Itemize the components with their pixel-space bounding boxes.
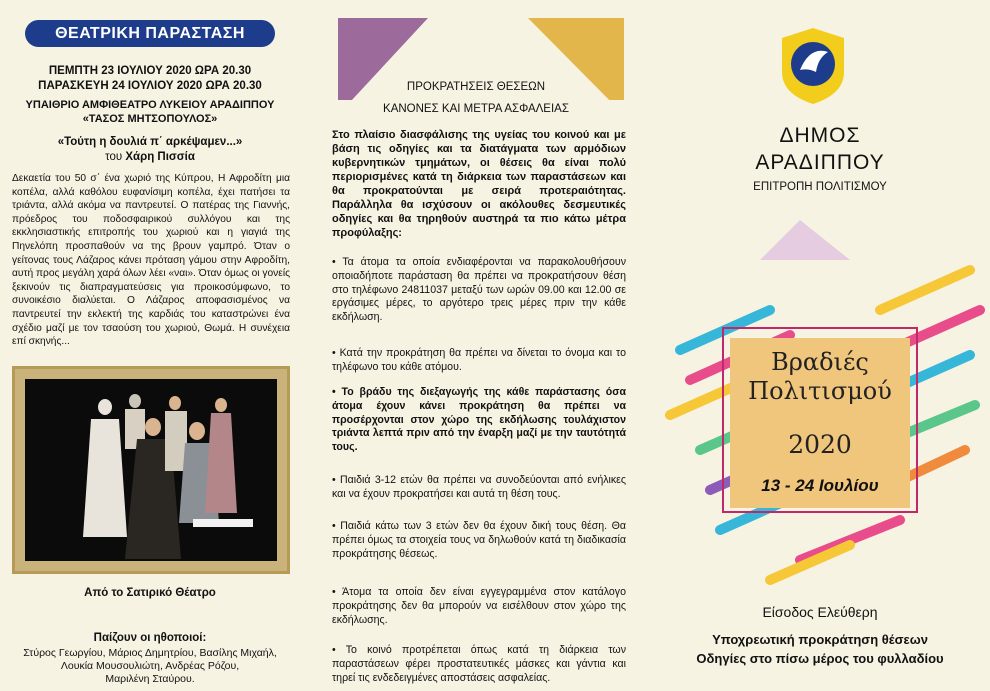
event-title-line-1: Βραδιές — [771, 348, 869, 376]
play-synopsis: Δεκαετία του 50 σ΄ ένα χωριό της Κύπρου, Η Αφροδίτη μια κοπέλα, αλλά καθόλου ευφανίσιμη κοπέλα, έχει πατήσει τα τριάντα, αλλά ακόμα να παντρευτεί. Ο πατέρας της Γιαννής, πρόεδρος του ποδοσφαιρικού συλλόγου και της εκκλησιαστικής επιτροπής του χωριού και η γιαγιά της Πηνελόπη προσπαθούν να της βρουν γαμπρό. Όταν ο γείτονας τους Λάζαρος κάνει πρόταση γάμου στην Αφροδίτη, αυτή προς μεγάλη χαρά όλων λέει «ναι». Όταν όμως οι γονείς ξεκινούν τις διαπραγματεύσεις για προικοσύμφωνο, το συνοικέσιο διαλύεται. Ο Λάζαρος αποφασισμένος να παντρευτεί την εκλεκτή της καρδιάς του καταστρώνει ένα σχέδιο μαζί με τον τσαούση του χωριού, Θωμά. Η συνέχεια επί σκηνής... — [12, 173, 290, 348]
event-title-line-2: Πολιτισμού — [748, 377, 892, 405]
cast-list — [0, 647, 300, 686]
event-card-frame — [722, 327, 918, 513]
event-dates: 13 - 24 Ιουλίου — [761, 476, 879, 495]
cast-photo-illustration — [25, 379, 277, 561]
entry-note: Είσοδος Ελεύθερη — [762, 604, 878, 620]
play-author-line — [0, 150, 300, 165]
middle-panel — [318, 0, 634, 691]
municipality-line-1: ΔΗΜΟΣ — [779, 124, 861, 147]
municipality-logo — [778, 26, 848, 106]
rule-4: • Παιδιά 3-12 ετών θα πρέπει να συνοδεύονται από ενήλικες και να έχουν προκρατήσει και αυτά τη θέση τους. — [332, 474, 626, 500]
rule-3: • Το βράδυ της διεξαγωγής της κάθε παράστασης όσα άτομα έχουν κάνει προκράτηση θα πρέπει να προσέρχονται στον χώρο της εκδήλωσης τουλάχιστον τριάντα λεπτά πριν από την έναρξη μαζί με την ταυτότητά τους. — [332, 386, 626, 454]
play-author-prefix: του — [105, 151, 123, 163]
middle-intro: Στο πλαίσιο διασφάλισης της υγείας του κοινού και με βάση τις οδηγίες και τα διατάγματα των αρμόδιων κυβερνητικών τμημάτων, οι θέσεις θα είναι πολύ περιορισμένες κατά τη διάρκεια των παραστάσεων και θα προκρατούνται με σειρά προτεραιότητας. Παράλληλα θα ισχύσουν οι ακόλουθες δεσμευτικές οδηγίες και θα τηρηθούν αυστηρά τα πιο κάτω μέτρα προφύλαξης: — [332, 129, 626, 239]
venue — [0, 98, 300, 126]
middle-heading — [318, 76, 634, 120]
date-line-1: ΠΕΜΠΤΗ 23 ΙΟΥΛΙΟΥ 2020 ΩΡΑ 20.30 — [48, 65, 252, 77]
left-panel — [0, 0, 300, 691]
rule-6: • Άτομα τα οποία δεν είναι εγγεγραμμένα στον κατάλογο προκράτησης δεν θα μπορούν να εισέλθουν στον χώρο της εκδήλωσης. — [332, 586, 626, 626]
cast-line-1: Στύρος Γεωργίου, Μάριος Δημητρίου, Βασίλης Μιχαήλ, — [23, 647, 277, 659]
venue-line-2: «ΤΑΣΟΣ ΜΗΤΣΟΠΟΥΛΟΣ» — [82, 113, 218, 125]
middle-heading-1: ΠΡΟΚΡΑΤΗΣΕΙΣ ΘΕΣΕΩΝ — [406, 81, 546, 93]
section-title-pill: ΘΕΑΤΡΙΚΗ ΠΑΡΑΣΤΑΣΗ — [25, 20, 275, 47]
municipality-name — [650, 122, 990, 176]
booking-notes — [650, 630, 990, 668]
municipality-line-2: ΑΡΑΔΙΠΠΟΥ — [755, 151, 885, 174]
cast-photo — [25, 379, 277, 561]
play-title: «Τούτη η δουλιά π΄ αρκέψαμεν...» — [57, 136, 243, 148]
cast-line-3: Μαριλένη Σταύρου. — [105, 673, 195, 685]
play-author: Χάρη Πισσία — [125, 151, 195, 163]
rule-7: • Το κοινό προτρέπεται όπως κατά τη διάρκεια των παραστάσεων φέρει προστατευτικές μάσκες και γάντια και τηρεί τις ενδεδειγμένες αποστάσεις ασφαλείας. — [332, 644, 626, 684]
booking-note-2: Οδηγίες στο πίσω μέρος του φυλλαδίου — [696, 651, 944, 666]
rule-2: • Κατά την προκράτηση θα πρέπει να δίνεται το όνομα και το τηλέφωνο του κάθε ατόμου. — [332, 347, 626, 373]
cast-title: Παίζουν οι ηθοποιοί: — [93, 632, 207, 644]
event-year: 2020 — [788, 430, 852, 459]
performance-dates — [0, 64, 300, 94]
rule-5: • Παιδιά κάτω των 3 ετών δεν θα έχουν δική τους θέση. Θα πρέπει όμως τα στοιχεία τους να δηλωθούν κατά τη διαδικασία προκράτησης θέσεως. — [332, 520, 626, 560]
venue-line-1: ΥΠΑΙΘΡΙΟ ΑΜΦΙΘΕΑΤΡΟ ΛΥΚΕΙΟΥ ΑΡΑΔΙΠΠΟΥ — [25, 99, 275, 111]
cast-photo-frame — [12, 366, 290, 574]
play-info — [0, 135, 300, 165]
cast-line-2: Λουκία Μουσουλιώτη, Ανδρέας Ρόζου, — [60, 660, 240, 672]
right-panel — [650, 0, 990, 691]
committee-name: ΕΠΙΤΡΟΠΗ ΠΟΛΙΤΙΣΜΟΥ — [753, 181, 887, 193]
booking-note-1: Υποχρεωτική προκράτηση θέσεων — [712, 632, 928, 647]
date-line-2: ΠΑΡΑΣΚΕΥΗ 24 ΙΟΥΛΙΟΥ 2020 ΩΡΑ 20.30 — [38, 80, 262, 92]
photo-caption: Από το Σατιρικό Θέατρο — [84, 587, 216, 599]
rule-1: • Τα άτομα τα οποία ενδιαφέρονται να παρακολουθήσουν οποιαδήποτε παράσταση θα πρέπει να προκρατήσουν θέση στο τηλέφωνο 24811037 μεταξύ των ωρών 09.00 και 12.00 σε εργάσιμες μέρες, το αργότερο τρεις μέρες πριν την κάθε εκδήλωση. — [332, 256, 626, 324]
middle-heading-2: ΚΑΝΟΝΕΣ ΚΑΙ ΜΕΤΡΑ ΑΣΦΑΛΕΙΑΣ — [383, 103, 569, 115]
